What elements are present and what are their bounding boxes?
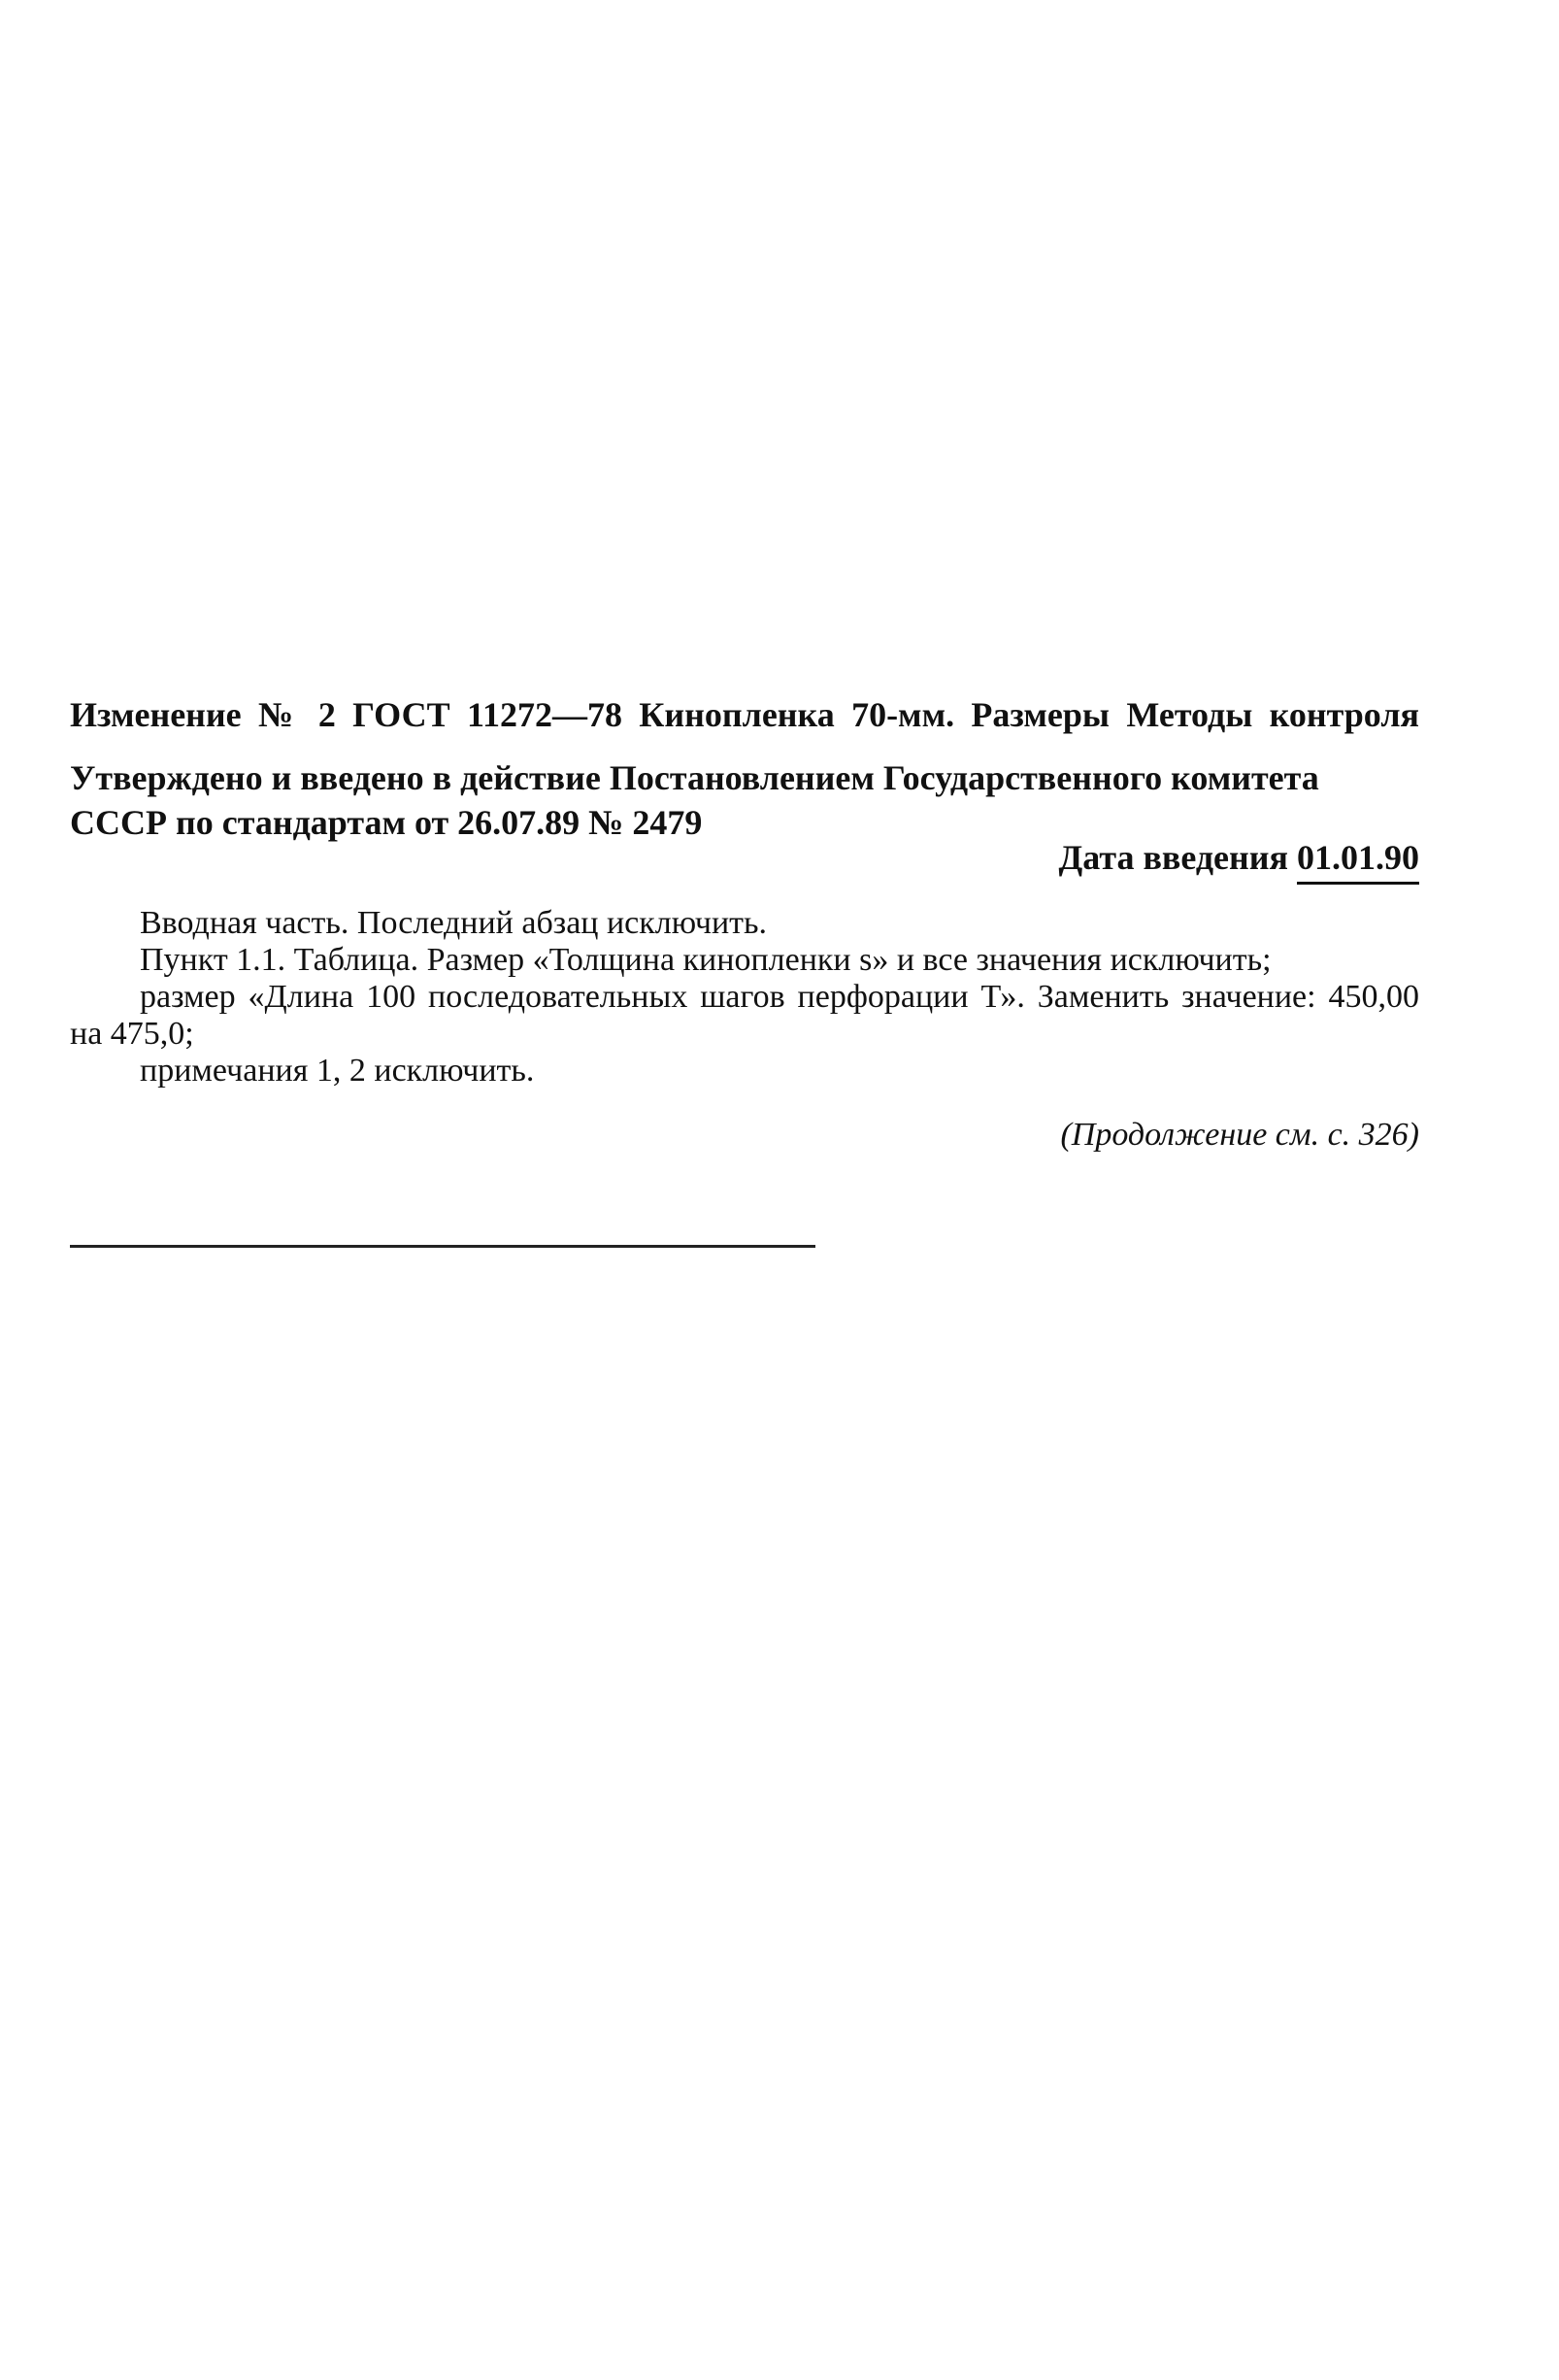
approval-statement	[70, 755, 1419, 845]
amendment-title: Изменение № 2 ГОСТ 11272—78 Кинопленка 70-мм. Размеры Методы контроля	[70, 695, 1419, 734]
paragraph-item-1-1: Пункт 1.1. Таблица. Размер «Толщина кинопленки s» и все значения исключить;	[140, 942, 1272, 978]
approval-line-2: СССР по стандартам от 26.07.89 № 2479	[70, 803, 703, 842]
paragraph-size-length: размер «Длина 100 последовательных шагов перфорации Т». Заменить значение: 450,00 на 475,0;	[70, 979, 1419, 1052]
footer-rule	[70, 1245, 815, 1248]
continuation-note: (Продолжение см. с. 326)	[1060, 1117, 1419, 1153]
paragraph-intro: Вводная часть. Последний абзац исключить.	[140, 905, 768, 941]
effective-date	[70, 835, 1419, 885]
paragraph-notes: примечания 1, 2 исключить.	[140, 1053, 535, 1089]
amendment-body	[70, 905, 1419, 1089]
effective-date-label: Дата введения	[1058, 838, 1288, 877]
effective-date-value: 01.01.90	[1297, 835, 1419, 885]
approval-line-1: Утверждено и введено в действие Постановлением Государственного комитета	[70, 758, 1319, 797]
